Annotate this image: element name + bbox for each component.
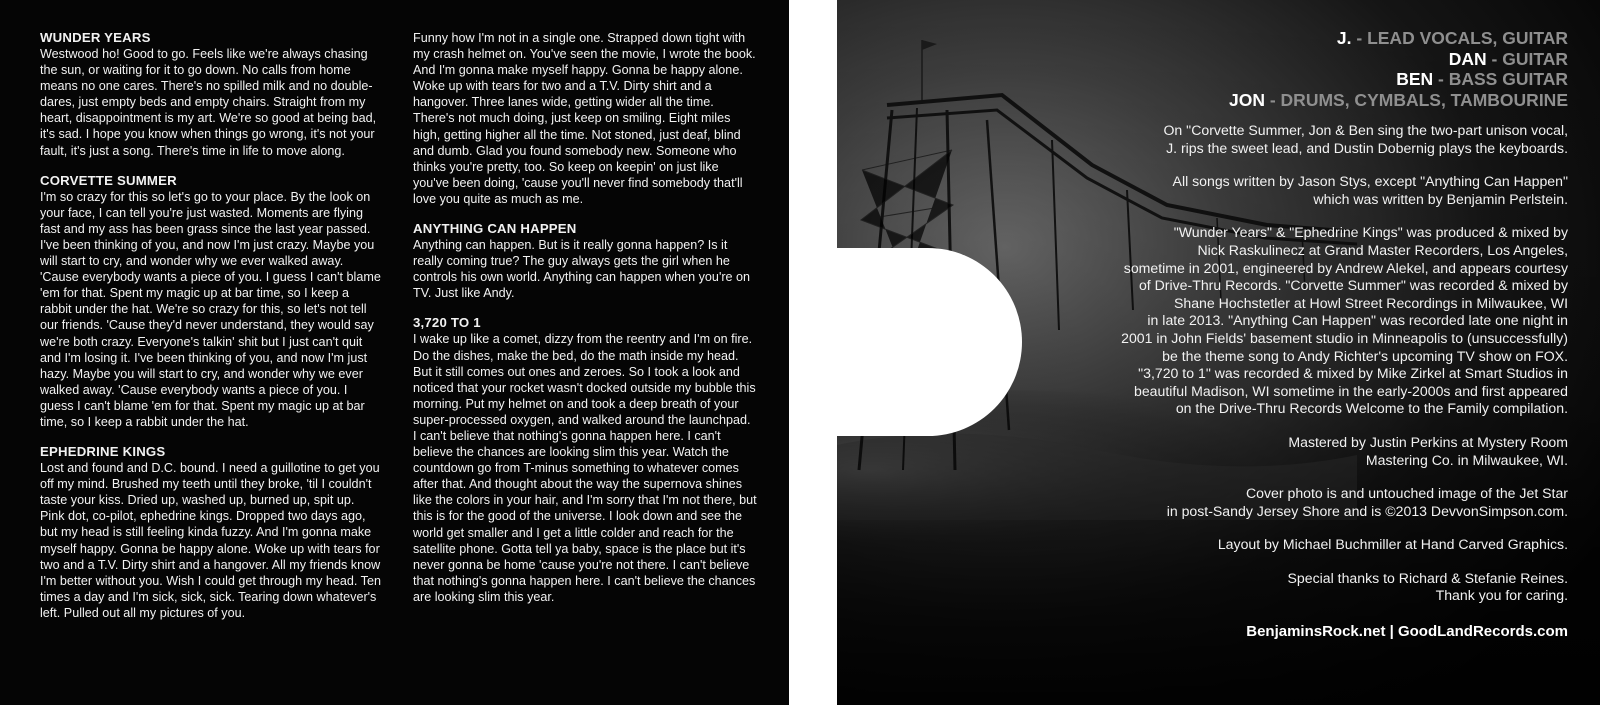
credit-note-songwriting: All songs written by Jason Stys, except "Anything Can Happen" which was written by Benjamin Perlstein. bbox=[1172, 173, 1568, 207]
song-3720-to-1 bbox=[413, 315, 757, 605]
credit-note-vocals: On "Corvette Summer, Jon & Ben sing the two-part unison vocal, J. rips the sweet lead, and Dustin Dobernig plays the keyboards. bbox=[1163, 122, 1568, 156]
role-line bbox=[1008, 90, 1568, 111]
credit-note-mastering: Mastered by Justin Perkins at Mystery Room Mastering Co. in Milwaukee, WI. bbox=[1288, 433, 1568, 468]
role-line bbox=[1008, 49, 1568, 70]
band-roles bbox=[1008, 28, 1568, 110]
member-role: - GUITAR bbox=[1491, 48, 1568, 69]
song-title: EPHEDRINE KINGS bbox=[40, 444, 166, 460]
member-name: BEN bbox=[1396, 69, 1434, 89]
credits-text bbox=[1008, 28, 1568, 640]
lyrics-column-2 bbox=[413, 30, 757, 619]
song-title: 3,720 TO 1 bbox=[413, 315, 481, 331]
song-lyrics: Anything can happen. But is it really gonna happen? Is it really coming true? The guy always gets the girl when he controls his own world. Anything can happen when you're on TV. Just like Andy. bbox=[413, 238, 751, 301]
credits-panel bbox=[837, 0, 1600, 705]
role-line bbox=[1008, 28, 1568, 49]
song-lyrics: Funny how I'm not in a single one. Strapped down tight with my crash helmet on. You've seen the movie, I wrote the book. And I'm gonna make myself happy. Gonna be happy alone. Woke up with tears for two and a T.V. Dirty shirt and a hangover. Three lanes wide, getting wider all the time. There's not much doing, just keep on smiling. Eight miles high, getting higher all the time. Not stoned, just deaf, blind and dumb. Glad you found somebody new. Someone who thinks you're pretty, too. So keep on keepin' on just like you've been doing, 'cause you'll never find somebody that'll love you quite as much as me. bbox=[413, 31, 756, 206]
lyrics-column-1 bbox=[40, 30, 382, 635]
song-lyrics: Westwood ho! Good to go. Feels like we're always chasing the sun, or waiting for it to go down. No calls from home means no one cares. There's no spilled milk and no double-dares, just empty beds and empty chairs. Straight from my heart, disappointment is my art. We're so good at being bad, it's sad. I hope you know when things go wrong, it's not your fault, it's just a song. There's time in life to move along. bbox=[40, 47, 377, 158]
song-title: ANYTHING CAN HAPPEN bbox=[413, 221, 577, 237]
song-lyrics: Lost and found and D.C. bound. I need a guillotine to get you off my mind. Brushed my teeth until they broke, 'til I couldn't taste your kiss. Dried up, washed up, burned up, spit up. Pink dot, co-pilot, ephedrine kings. Dropped two days ago, but my head is still feeling kinda fuzzy. And I'm gonna make myself happy. Gonna be happy alone. Woke up with tears for two and a T.V. Dirty shirt and a hangover. All my friends know I'm better without you. Wish I could get through my head. Ten times a day and I'm sick, sick, sick. Tearing down whatever's left. Pulled out all my pictures of you. bbox=[40, 461, 381, 620]
credit-note-layout: Layout by Michael Buchmiller at Hand Carved Graphics. bbox=[1217, 536, 1568, 553]
member-role: - BASS GUITAR bbox=[1438, 69, 1568, 89]
website-links: BenjaminsRock.net | GoodLandRecords.com bbox=[1246, 623, 1568, 641]
song-anything-can-happen bbox=[413, 221, 757, 301]
song-title: CORVETTE SUMMER bbox=[40, 172, 177, 188]
credit-note-recording: "Wunder Years" & "Ephedrine Kings" was produced & mixed by Nick Raskulinecz at Grand Master Recorders, Los Angeles, sometime in 2001, engineered by Andrew Alekel, and appears courtesy of Drive-Thru Records. "Corvette Summer" was recorded & mixed by Shane Hochstetler at Howl Street Recordings in Milwaukee, WI in late 2013. "Anything Can Happen" was recorded late one night in 2001 in John Fields' basement studio in Minneapolis to (unsuccessfully) be the theme song to Andy Richter's upcoming TV show on FOX. "3,720 to 1" was recorded & mixed by Mike Zirkel at Smart Studios in beautiful Madison, WI sometime in the early-2000s and first appeared on the Drive-Thru Records Welcome to the Family compilation. bbox=[1121, 224, 1568, 417]
disc-notch-cutout bbox=[837, 248, 1022, 436]
member-role: - DRUMS, CYMBALS, TAMBOURINE bbox=[1269, 89, 1568, 110]
member-role: - LEAD VOCALS, GUITAR bbox=[1356, 28, 1568, 48]
credit-note-cover-photo: Cover photo is and untouched image of the Jet Star in post-Sandy Jersey Shore and is ©2013 DevvonSimpson.com. bbox=[1166, 485, 1568, 519]
song-corvette-summer bbox=[40, 173, 382, 430]
role-line bbox=[1008, 69, 1568, 90]
song-title: WUNDER YEARS bbox=[40, 30, 151, 45]
song-ephedrine-kings bbox=[40, 444, 382, 621]
song-lyrics: I'm so crazy for this so let's go to your place. By the look on your face, I can tell you're just wasted. Moments are flying fast and my ass has been grass since the last year passed. I've been thinking of you, and now I'm just crazy. Maybe you will start to cry, and wonder why we ever walked away. 'Cause everybody wants a piece of you. I guess I can't blame 'em for that. Spent my magic up at bar time, so I keep a rabbit under the hat. We're so crazy for this, so let's not tell our friends. 'Cause they'd never understand, they would say we're both crazy. Everyone's talkin' shit but I just can't quit and I'm losing it. I've been thinking of you, and now I'm just hazy. Maybe you will start to cry, and wonder why we ever walked away. 'Cause everybody wants a piece of you. I guess I can't blame 'em for that. Spent my magic up at bar time, so I keep a rabbit under the hat. bbox=[40, 189, 381, 429]
song-ephedrine-kings-continued bbox=[413, 30, 757, 207]
song-wunder-years bbox=[40, 30, 382, 159]
member-name: DAN bbox=[1448, 48, 1487, 69]
credit-note-thanks: Special thanks to Richard & Stefanie Reines. Thank you for caring. bbox=[1287, 569, 1568, 604]
lyrics-panel bbox=[0, 0, 789, 705]
member-name: JON bbox=[1229, 89, 1265, 110]
member-name: J. bbox=[1336, 28, 1352, 48]
song-lyrics: I wake up like a comet, dizzy from the reentry and I'm on fire. Do the dishes, make the bed, do the math inside my head. But it still comes out ones and zeroes. So I took a look and noticed that your rocket wasn't docked outside my bubble this morning. Put my helmet on and took a deep breath of your super-processed oxygen, and walked around the launchpad. I can't believe that nothing's gonna happen here. I can't believe the chances are looking slim this year. Watch the countdown go from T-minus something to whatever comes after that. And thought about the way the supernova shines like the colors in your hair, and I'm sorry that I'm not there, but this is for the good of the universe. I look down and see the world get smaller and I get a little colder and reach for the satellite phone. Gotta tell ya baby, space is the place but it's never gonna be home 'cause you're not there. I can't believe that nothing's gonna happen here. I can't believe the chances are looking slim this year. bbox=[413, 332, 757, 604]
